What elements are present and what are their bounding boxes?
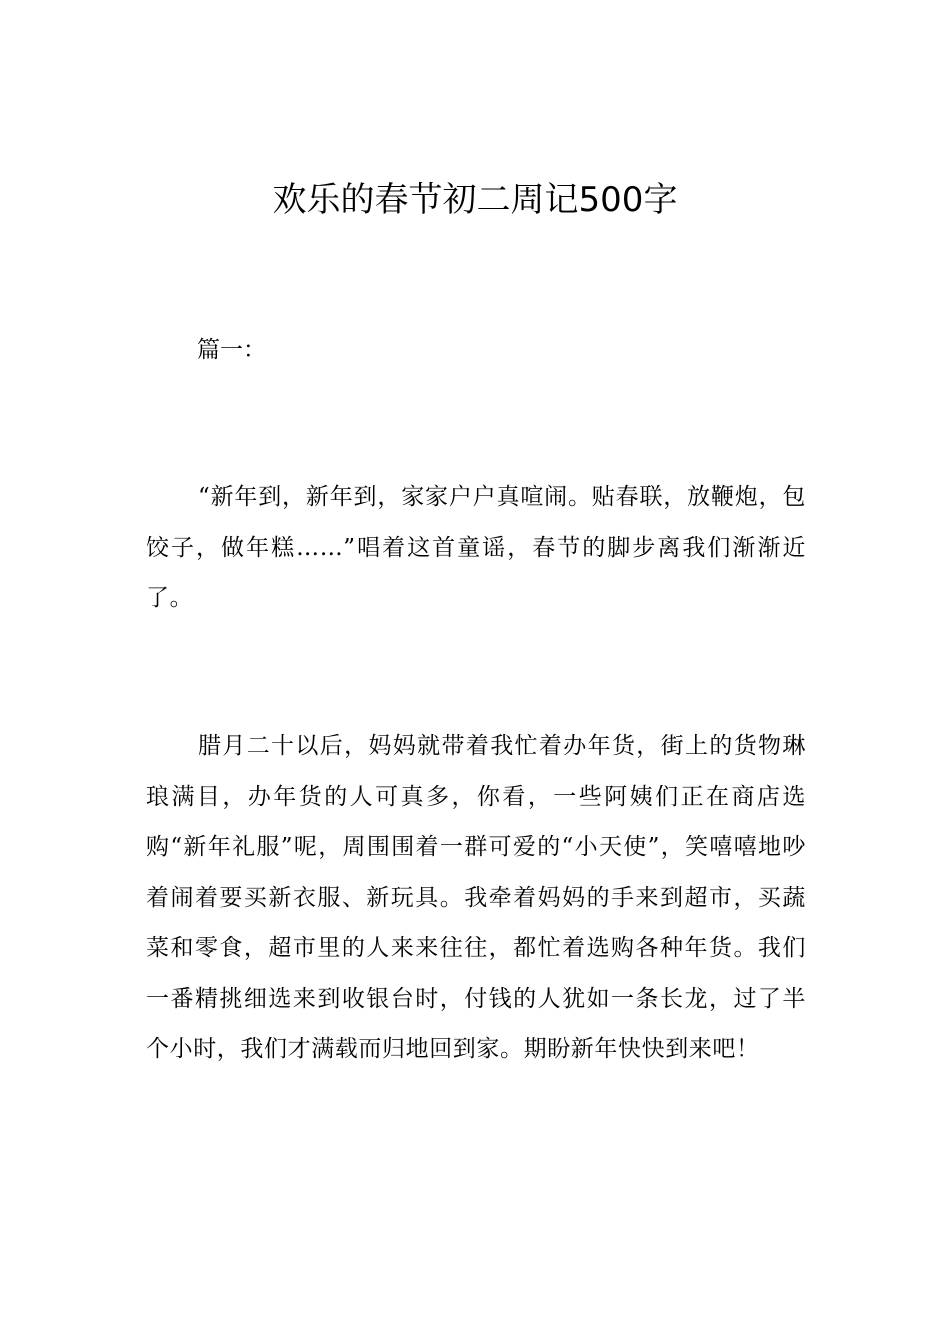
paragraph-2: 腊月二十以后，妈妈就带着我忙着办年货，街上的货物琳琅满目，办年货的人可真多，你看，一些阿姨们正在商店选购“新年礼服”呢，周围围着一群可爱的“小天使”，笑嘻嘻地吵着闹着要买新衣服、新玩具。我牵着妈妈的手来到超市，买蔬菜和零食，超市里的人来来往往，都忙着选购各种年货。我们一番精挑细选来到收银台时，付钱的人犹如一条长龙，过了半个小时，我们才满载而归地回到家。期盼新年快快到来吧！ (146, 733, 806, 1062)
document-title: 欢乐的春节初二周记500字 (272, 180, 678, 220)
paragraph-1: “新年到，新年到，家家户户真喧闹。贴春联，放鞭炮，包饺子，做年糕……”唱着这首童谣，春节的脚步离我们渐渐近了。 (146, 484, 806, 611)
section-label: 篇一： (197, 337, 266, 363)
